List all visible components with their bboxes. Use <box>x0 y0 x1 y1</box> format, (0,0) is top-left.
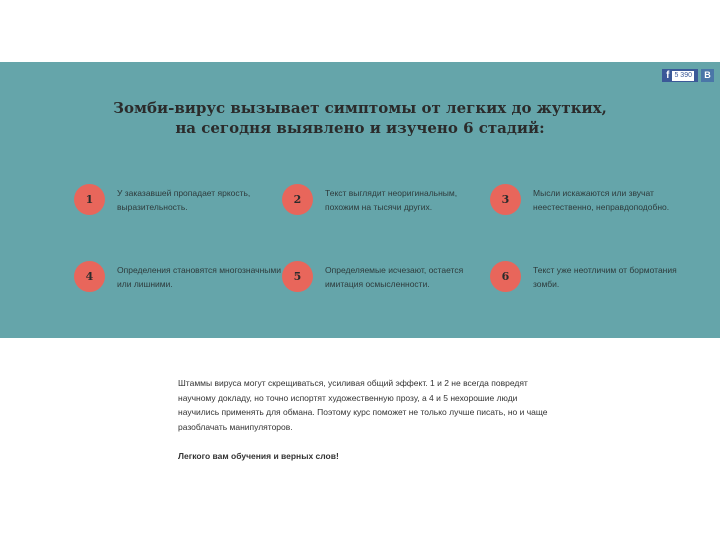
facebook-icon: f <box>666 70 670 81</box>
stage-item-1 <box>74 184 282 215</box>
stage-item-6 <box>490 261 698 292</box>
stage-item-4 <box>74 261 282 292</box>
stage-number-badge: 6 <box>490 261 521 292</box>
stage-description: Определения становятся многозначными или лишними. <box>117 264 281 289</box>
stage-number-badge: 2 <box>282 184 313 215</box>
section-heading <box>0 98 720 138</box>
heading-line-1: Зомби-вирус вызывает симптомы от легких до жутких, <box>113 99 607 117</box>
stage-description: Мысли искажаются или звучат неестественно, неправдоподобно. <box>533 187 670 212</box>
stage-description: У заказавшей пропадает яркость, выразительность. <box>117 187 251 212</box>
vk-share-button[interactable]: B <box>701 69 714 82</box>
heading-line-2: на сегодня выявлено и изучено 6 стадий: <box>175 119 545 137</box>
body-text <box>178 376 548 464</box>
stage-description: Определяемые исчезают, остается имитация осмысленности. <box>325 264 464 289</box>
stage-description: Текст уже неотличим от бормотания зомби. <box>533 264 677 289</box>
stage-number-badge: 3 <box>490 184 521 215</box>
closing-line: Легкого вам обучения и верных слов! <box>178 451 339 461</box>
facebook-share-count: 5 390 <box>674 71 692 79</box>
facebook-share-button[interactable] <box>662 69 698 82</box>
body-paragraph: Штаммы вируса могут скрещиваться, усиливая общий эффект. 1 и 2 не всегда повредят научному докладу, но точно испортят художественную прозу, а 4 и 5 нехорошие люди научились применять для обмана. Поэтому курс поможет не только лучше писать, но и чаще разоблачать манипуляторов. <box>178 378 548 432</box>
stage-number-badge: 4 <box>74 261 105 292</box>
stage-number-badge: 5 <box>282 261 313 292</box>
stage-description: Текст выглядит неоригинальным, похожим на тысячи других. <box>325 187 458 212</box>
stage-item-5 <box>282 261 490 292</box>
stage-number-badge: 1 <box>74 184 105 215</box>
social-share-bar <box>662 69 714 82</box>
stage-item-3 <box>490 184 698 215</box>
stage-item-2 <box>282 184 490 215</box>
